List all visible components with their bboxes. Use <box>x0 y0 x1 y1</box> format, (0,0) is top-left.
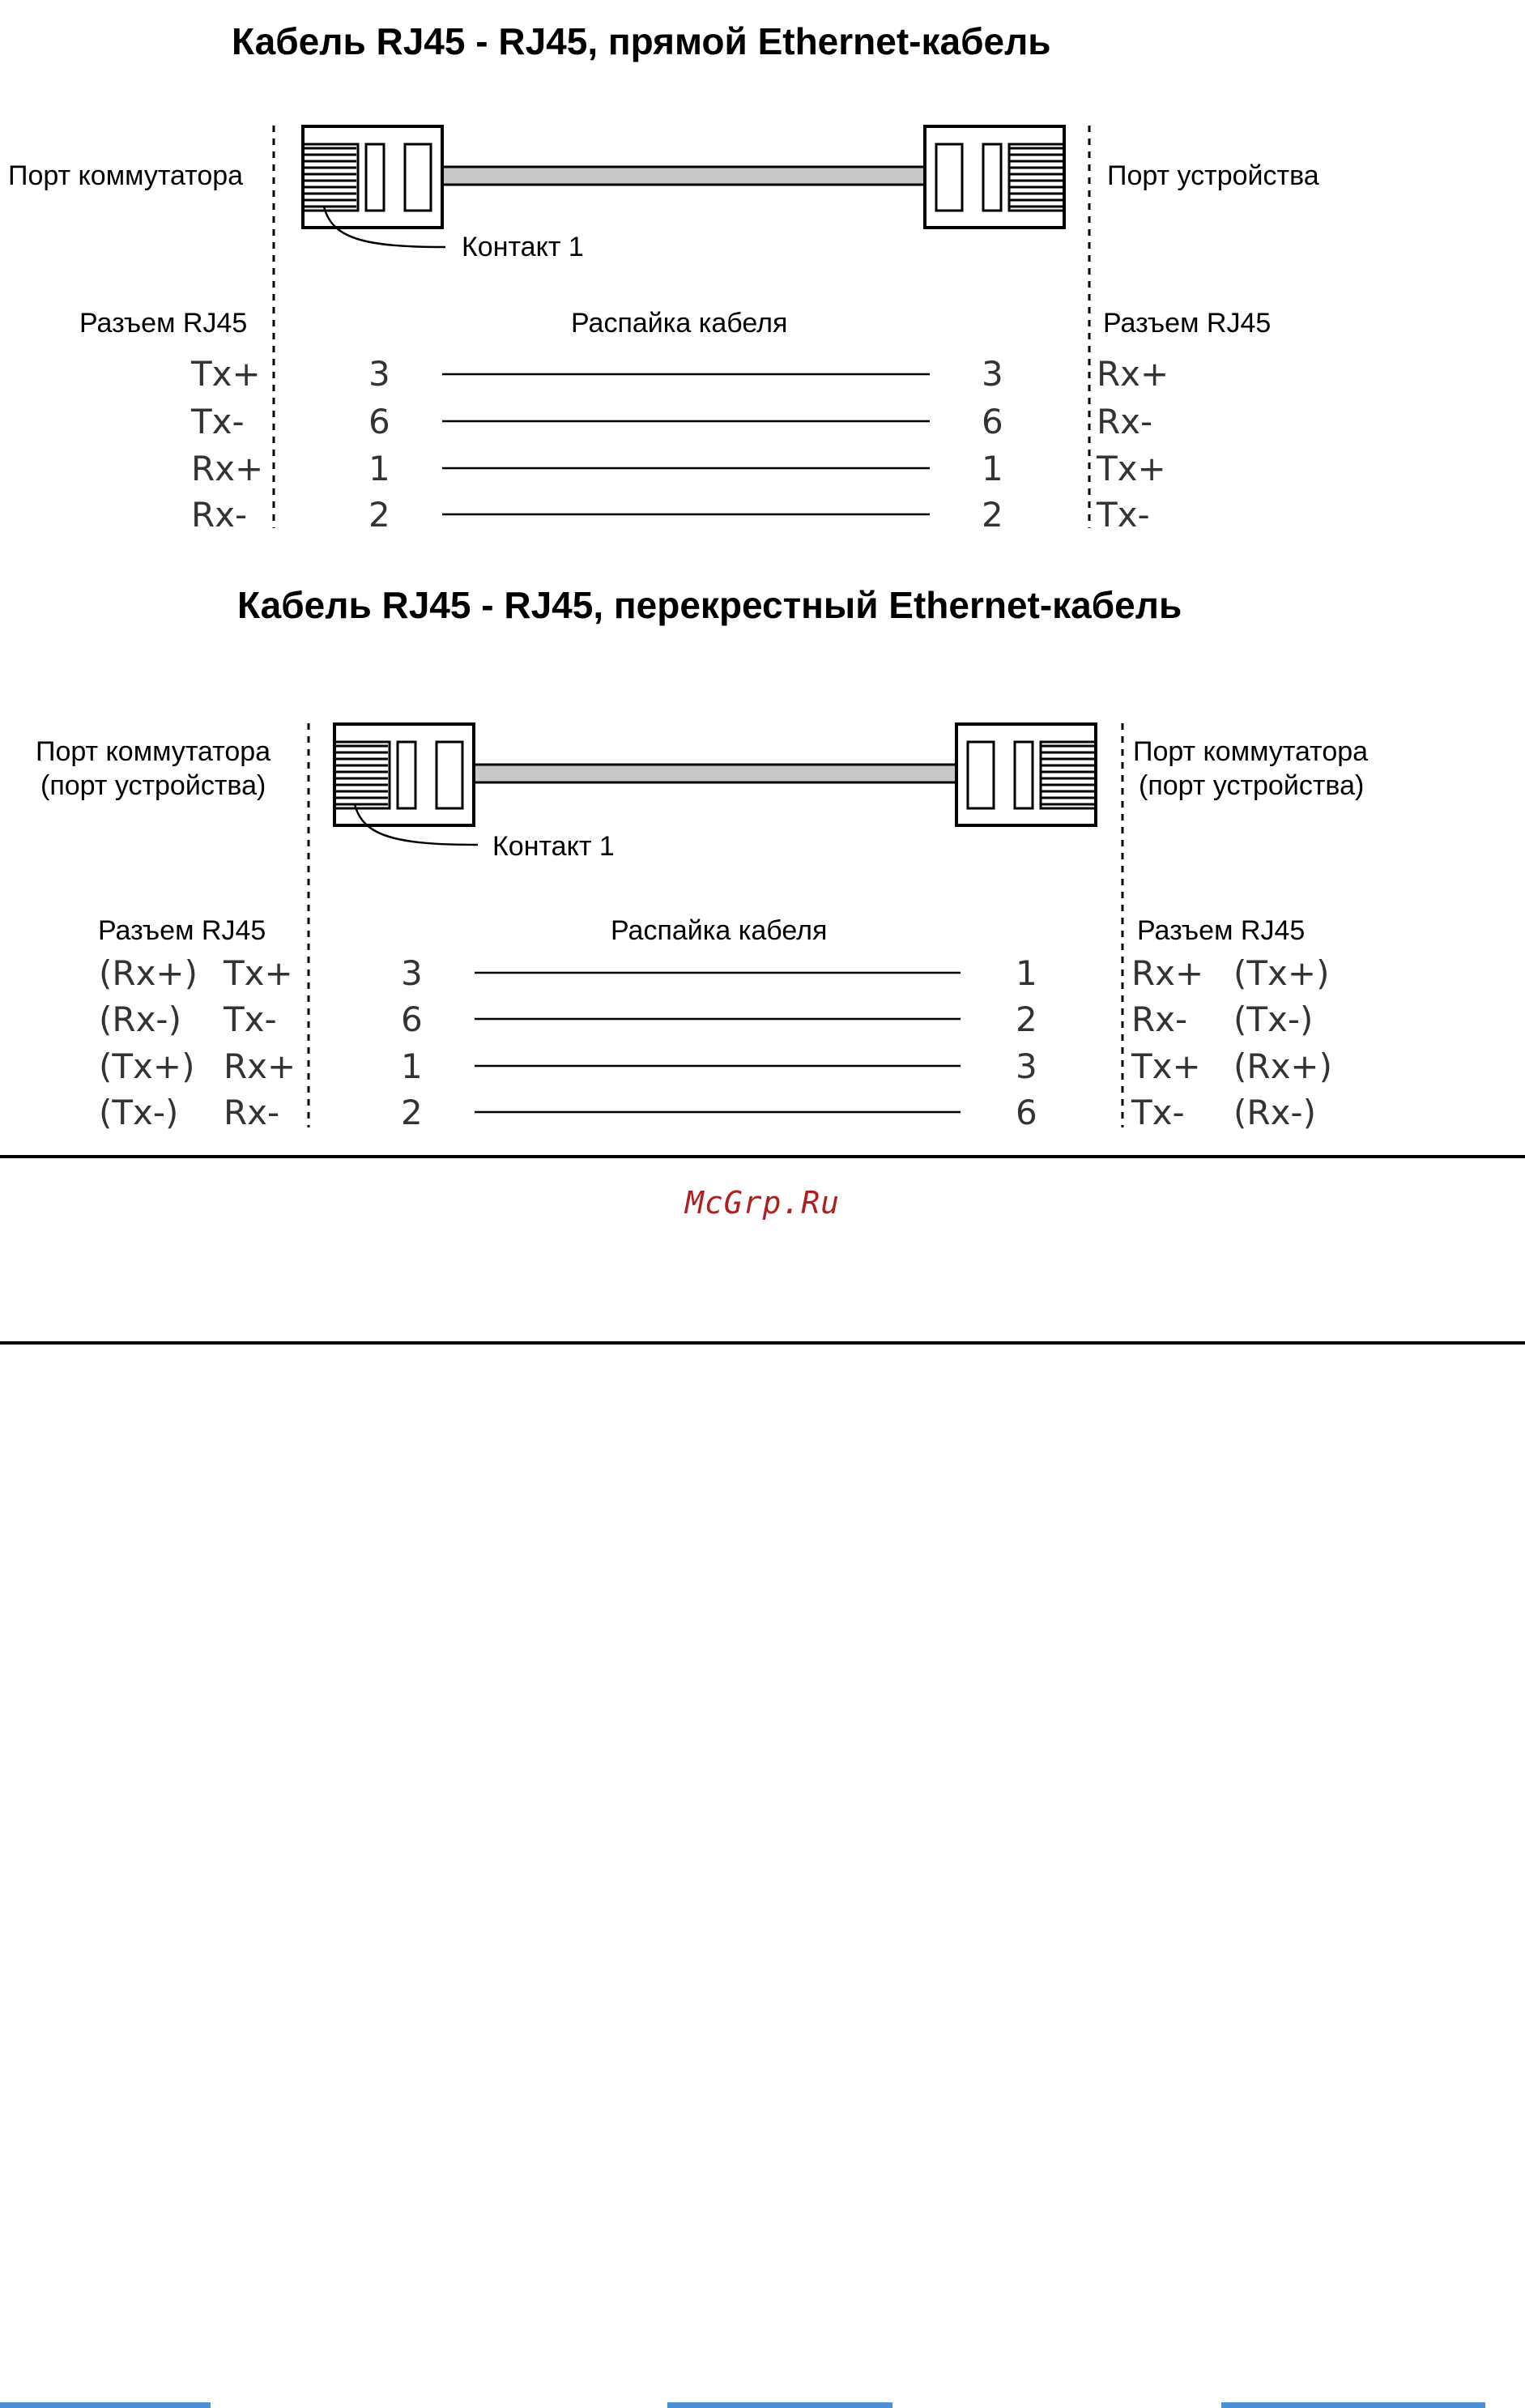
straight-right-pin: 6 <box>982 402 1003 441</box>
crossover-left-pin: 3 <box>401 953 423 993</box>
straight-right-pin: 1 <box>982 449 1003 488</box>
crossover-right-alt-signal: (Tx-) <box>1233 999 1314 1039</box>
crossover-right-pin: 1 <box>1016 953 1037 993</box>
straight-left-signal: Rx+ <box>191 449 264 488</box>
crossover-right-signal: Tx- <box>1131 1093 1185 1132</box>
straight-row <box>190 402 1152 441</box>
crossover-right-signal: Tx+ <box>1131 1046 1201 1086</box>
straight-left-signal: Tx- <box>191 402 245 441</box>
page-nav-bar-center[interactable] <box>667 2402 892 2408</box>
crossover-row <box>99 999 1313 1039</box>
straight-right-pin: 3 <box>982 354 1003 394</box>
crossover-right-signal: Rx+ <box>1131 953 1204 993</box>
crossover-cable <box>473 765 957 782</box>
crossover-left-pin: 6 <box>401 999 423 1039</box>
crossover-left-signal: Rx- <box>224 1093 280 1132</box>
straight-row <box>191 449 1166 488</box>
straight-right-plug-icon <box>925 126 1064 228</box>
straight-cable-diagram <box>8 20 1319 535</box>
crossover-right-connector-label: Разъем RJ45 <box>1137 915 1306 946</box>
crossover-contact-label: Контакт 1 <box>492 831 615 862</box>
straight-right-signal: Tx+ <box>1097 449 1166 488</box>
straight-left-pin: 6 <box>368 402 390 441</box>
straight-left-pin: 3 <box>368 354 390 394</box>
crossover-left-alt-signal: (Rx+) <box>99 953 198 993</box>
crossover-title: Кабель RJ45 - RJ45, перекрестный Ethernet-кабель <box>237 584 1182 626</box>
straight-row <box>190 354 1169 394</box>
crossover-left-plug-icon <box>334 724 474 825</box>
crossover-right-plug-icon <box>956 724 1096 825</box>
straight-left-connector-label: Разъем RJ45 <box>79 308 248 339</box>
straight-right-signal: Rx- <box>1097 402 1153 441</box>
straight-right-pin: 2 <box>982 495 1003 535</box>
crossover-right-port-line1: Порт коммутатора <box>1133 736 1369 767</box>
straight-right-signal: Tx- <box>1097 495 1150 535</box>
crossover-cable-diagram <box>36 584 1368 1132</box>
crossover-left-signal: Tx- <box>224 999 277 1039</box>
straight-row <box>191 495 1150 535</box>
crossover-wiring-label: Распайка кабеля <box>611 915 828 946</box>
crossover-right-alt-signal: (Tx+) <box>1233 953 1330 993</box>
page-nav-bar-right[interactable] <box>1221 2402 1485 2408</box>
crossover-left-port-line1: Порт коммутатора <box>36 736 271 767</box>
crossover-right-signal: Rx- <box>1131 999 1188 1039</box>
crossover-right-alt-signal: (Rx+) <box>1233 1046 1333 1086</box>
crossover-right-port-line2: (порт устройства) <box>1139 770 1365 801</box>
crossover-right-pin: 3 <box>1016 1046 1037 1086</box>
straight-left-signal: Rx- <box>191 495 248 535</box>
straight-left-signal: Tx+ <box>191 354 261 394</box>
crossover-left-port-line2: (порт устройства) <box>40 770 266 801</box>
straight-right-signal: Rx+ <box>1097 354 1169 394</box>
straight-cable <box>441 167 926 185</box>
crossover-right-pin: 2 <box>1016 999 1037 1039</box>
straight-left-port-label: Порт коммутатора <box>8 160 244 191</box>
crossover-left-signal: Rx+ <box>224 1046 296 1086</box>
straight-left-plug-icon <box>303 126 442 228</box>
crossover-right-alt-signal: (Rx-) <box>1233 1093 1316 1132</box>
page-nav-bar-left[interactable] <box>0 2402 211 2408</box>
straight-right-connector-label: Разъем RJ45 <box>1103 308 1272 339</box>
crossover-left-alt-signal: (Tx+) <box>99 1046 195 1086</box>
watermark: McGrp.Ru <box>685 1185 841 1221</box>
straight-contact-label: Контакт 1 <box>462 232 584 262</box>
straight-title: Кабель RJ45 - RJ45, прямой Ethernet-кабель <box>232 20 1051 62</box>
crossover-left-pin: 1 <box>401 1046 423 1086</box>
crossover-left-signal: Tx+ <box>224 953 293 993</box>
crossover-left-alt-signal: (Tx-) <box>99 1093 179 1132</box>
straight-right-port-label: Порт устройства <box>1107 160 1319 191</box>
straight-left-pin: 2 <box>368 495 390 535</box>
straight-left-pin: 1 <box>368 449 390 488</box>
crossover-row <box>99 953 1329 993</box>
crossover-left-alt-signal: (Rx-) <box>99 999 181 1039</box>
crossover-row <box>99 1046 1332 1086</box>
crossover-row <box>99 1093 1316 1132</box>
crossover-left-pin: 2 <box>401 1093 423 1132</box>
straight-wiring-label: Распайка кабеля <box>571 308 788 339</box>
crossover-left-connector-label: Разъем RJ45 <box>98 915 266 946</box>
crossover-right-pin: 6 <box>1016 1093 1037 1132</box>
